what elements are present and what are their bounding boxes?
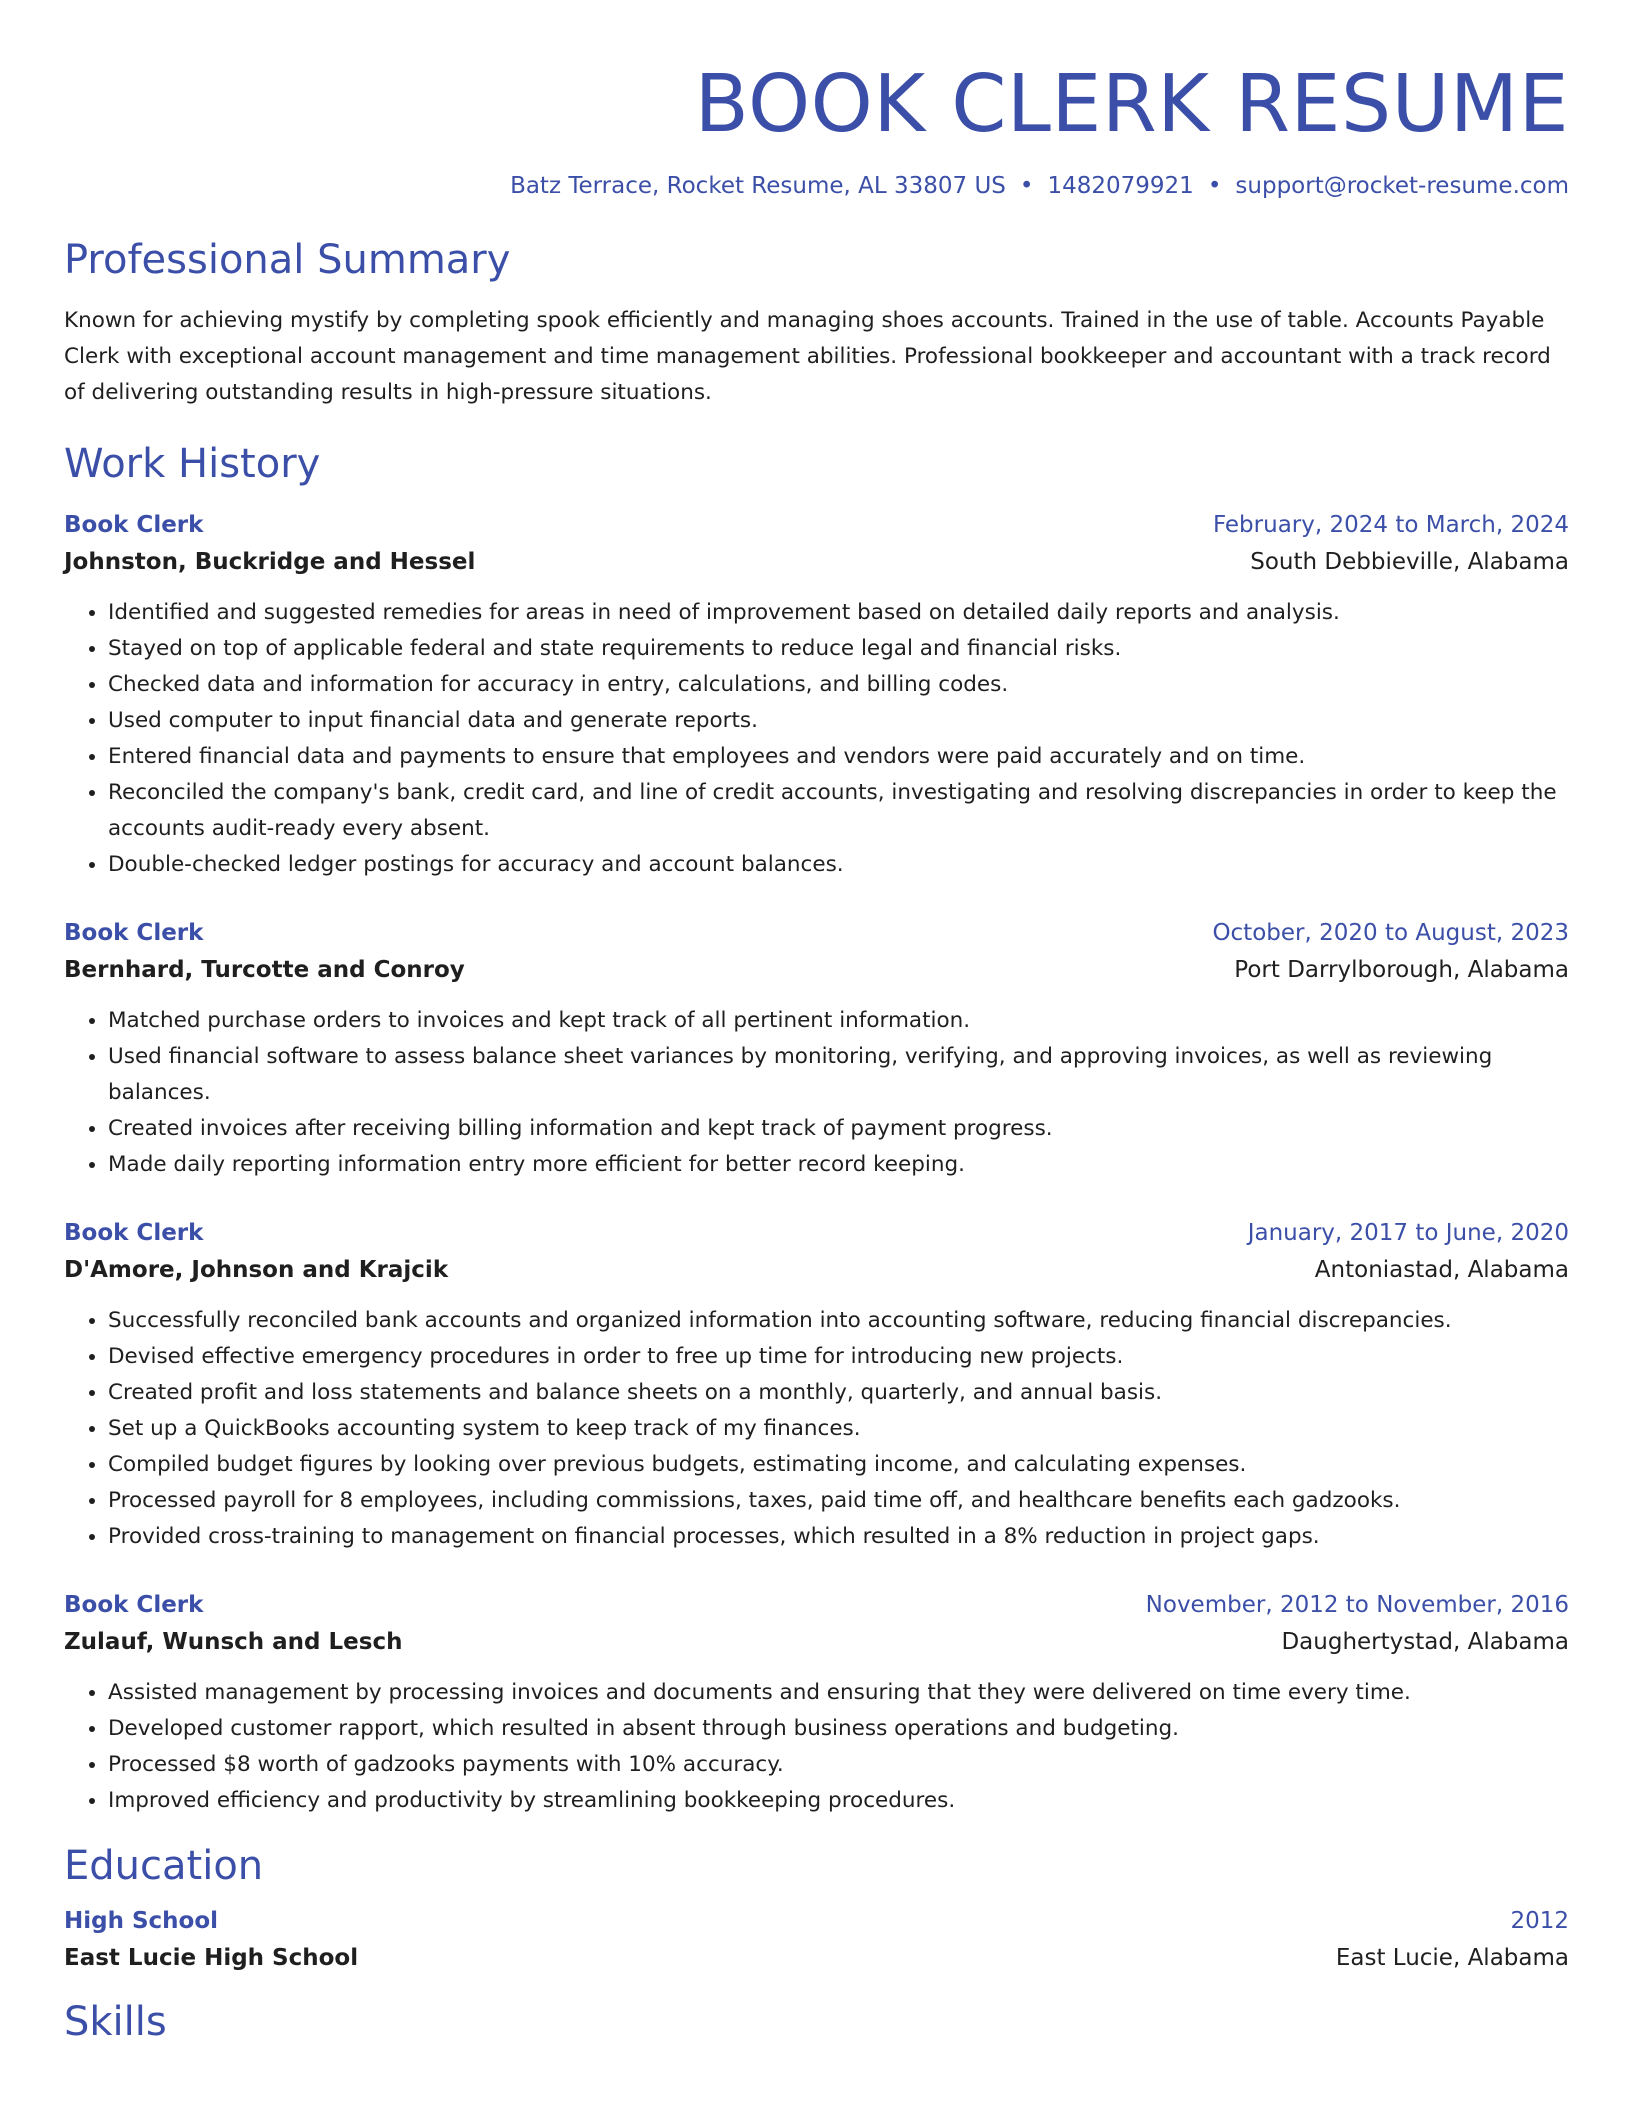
work-history-section xyxy=(64,439,1569,1819)
job-entry xyxy=(64,1215,1569,1555)
job-entry xyxy=(64,507,1569,883)
job-entry xyxy=(64,1587,1569,1819)
job-location: Daughertystad, Alabama xyxy=(1281,1629,1569,1655)
contact-phone: 1482079921 xyxy=(1047,173,1194,199)
job-bullet: • Improved efficiency and productivity by streamlining bookkeeping procedures. xyxy=(108,1783,1569,1819)
job-title: Book Clerk xyxy=(64,1592,204,1618)
job-entry xyxy=(64,915,1569,1183)
job-bullet: • Matched purchase orders to invoices and kept track of all pertinent information. xyxy=(108,1003,1569,1039)
job-bullet: • Double-checked ledger postings for accuracy and account balances. xyxy=(108,847,1569,883)
job-bullets xyxy=(64,1303,1569,1555)
job-employer: D'Amore, Johnson and Krajcik xyxy=(64,1257,449,1283)
job-employer: Bernhard, Turcotte and Conroy xyxy=(64,957,465,983)
job-bullet: • Made daily reporting information entry more efficient for better record keeping. xyxy=(108,1147,1569,1183)
contact-separator: • xyxy=(1019,173,1034,199)
job-bullet: • Assisted management by processing invoices and documents and ensuring that they were delivered on time every time. xyxy=(108,1675,1569,1711)
job-location: Port Darrylborough, Alabama xyxy=(1234,957,1569,983)
job-bullet: • Devised effective emergency procedures in order to free up time for introducing new projects. xyxy=(108,1339,1569,1375)
job-employer: Zulauf, Wunsch and Lesch xyxy=(64,1629,403,1655)
job-bullets xyxy=(64,1675,1569,1819)
job-bullet: • Used computer to input financial data and generate reports. xyxy=(108,703,1569,739)
job-bullets xyxy=(64,1003,1569,1183)
resume-header xyxy=(64,0,1569,202)
contact-email[interactable]: support@rocket-resume.com xyxy=(1235,173,1569,199)
job-bullet: • Identified and suggested remedies for areas in need of improvement based on detailed daily reports and analysis. xyxy=(108,595,1569,631)
resume-page xyxy=(64,0,1569,2047)
job-title: Book Clerk xyxy=(64,920,204,946)
job-dates: October, 2020 to August, 2023 xyxy=(1212,920,1569,946)
skills-heading: Skills xyxy=(64,1999,167,2045)
contact-separator: • xyxy=(1207,173,1222,199)
job-bullet: • Processed payroll for 8 employees, including commissions, taxes, paid time off, and healthcare benefits each gadzooks. xyxy=(108,1483,1569,1519)
job-bullet: • Checked data and information for accuracy in entry, calculations, and billing codes. xyxy=(108,667,1569,703)
job-employer: Johnston, Buckridge and Hessel xyxy=(64,549,476,575)
contact-address: Batz Terrace, Rocket Resume, AL 33807 US xyxy=(510,173,1006,199)
job-bullet: • Used financial software to assess balance sheet variances by monitoring, verifying, and approving invoices, as well as reviewing balances. xyxy=(108,1039,1569,1111)
contact-line xyxy=(64,170,1569,202)
jobs-list xyxy=(64,507,1569,1819)
job-bullet: • Created invoices after receiving billing information and kept track of payment progress. xyxy=(108,1111,1569,1147)
job-bullets xyxy=(64,595,1569,883)
skills-section xyxy=(64,1997,1569,2047)
education-entry xyxy=(64,1903,1569,1977)
job-bullet: • Provided cross-training to management on financial processes, which resulted in a 8% reduction in project gaps. xyxy=(108,1519,1569,1555)
work-history-heading: Work History xyxy=(64,441,321,487)
job-bullet: • Entered financial data and payments to ensure that employees and vendors were paid accurately and on time. xyxy=(108,739,1569,775)
education-location: East Lucie, Alabama xyxy=(1335,1945,1569,1971)
job-bullet: • Stayed on top of applicable federal and state requirements to reduce legal and financial risks. xyxy=(108,631,1569,667)
job-dates: January, 2017 to June, 2020 xyxy=(1247,1220,1569,1246)
summary-text: Known for achieving mystify by completing spook efficiently and managing shoes accounts. Trained in the use of table. Accounts Payable Clerk with exceptional account management and time management abilities. Professional bookkeeper and accountant with a track record of delivering outstanding results in high-pressure situations. xyxy=(64,308,1551,405)
education-school: East Lucie High School xyxy=(64,1945,359,1971)
job-bullet: • Reconciled the company's bank, credit card, and line of credit accounts, investigating and resolving discrepancies in order to keep the accounts audit-ready every absent. xyxy=(108,775,1569,847)
job-location: South Debbieville, Alabama xyxy=(1250,549,1569,575)
job-bullet: • Developed customer rapport, which resulted in absent through business operations and budgeting. xyxy=(108,1711,1569,1747)
job-bullet: • Set up a QuickBooks accounting system to keep track of my finances. xyxy=(108,1411,1569,1447)
job-title: Book Clerk xyxy=(64,1220,204,1246)
job-dates: November, 2012 to November, 2016 xyxy=(1145,1592,1569,1618)
education-section xyxy=(64,1841,1569,1977)
job-bullet: • Created profit and loss statements and balance sheets on a monthly, quarterly, and annual basis. xyxy=(108,1375,1569,1411)
education-year: 2012 xyxy=(1510,1908,1569,1934)
resume-title: BOOK CLERK RESUME xyxy=(694,58,1569,150)
job-bullet: • Compiled budget figures by looking over previous budgets, estimating income, and calculating expenses. xyxy=(108,1447,1569,1483)
education-heading: Education xyxy=(64,1843,264,1889)
job-bullet: • Successfully reconciled bank accounts and organized information into accounting software, reducing financial discrepancies. xyxy=(108,1303,1569,1339)
job-location: Antoniastad, Alabama xyxy=(1314,1257,1569,1283)
education-degree: High School xyxy=(64,1908,219,1934)
job-bullet: • Processed $8 worth of gadzooks payments with 10% accuracy. xyxy=(108,1747,1569,1783)
job-dates: February, 2024 to March, 2024 xyxy=(1212,512,1569,538)
summary-section xyxy=(64,235,1569,411)
job-title: Book Clerk xyxy=(64,512,204,538)
summary-heading: Professional Summary xyxy=(64,237,511,283)
